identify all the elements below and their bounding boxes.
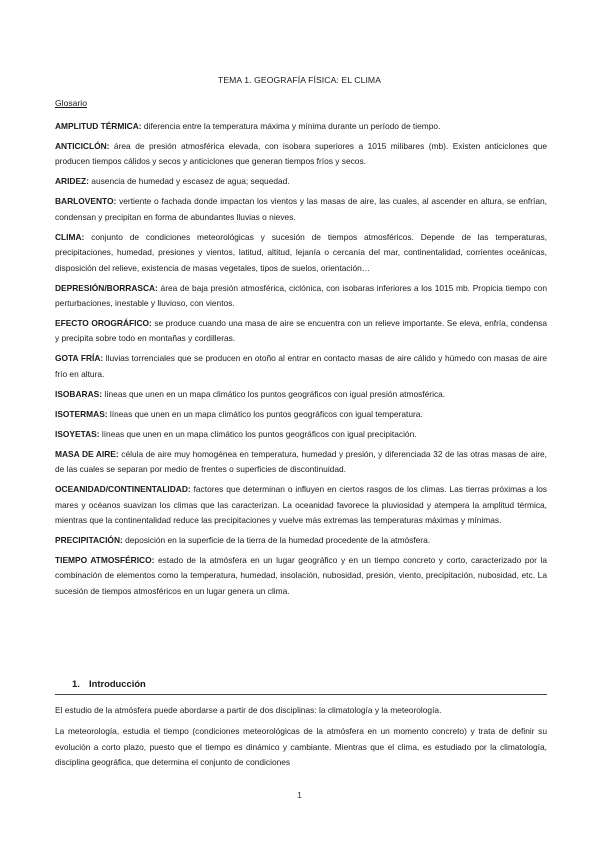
glossary-definition: conjunto de condiciones meteorológicas y sucesión de tiempos atmosféricos. Depende de las temperaturas, precipitaciones, humedad, presiones y vientos, latitud, altitud, lejanía o cercanía del mar, continentalidad, corrientes oceánicas, disposición del relieve, existencia de masas vegetales, tipos de suelos, orientación…	[55, 231, 547, 273]
glossary-entry-precipitacion	[55, 533, 547, 548]
glossary-term: ARIDEZ:	[55, 176, 89, 187]
glossary-entry-oceanidad-continentalidad	[55, 482, 547, 528]
glossary-definition: líneas que unen en un mapa climático los puntos geográficos con igual temperatura.	[107, 408, 423, 419]
body-paragraph: El estudio de la atmósfera puede abordarse a partir de dos disciplinas: la climatología y la meteorología.	[55, 705, 442, 715]
glossary-entry-efecto-orografico	[55, 316, 547, 347]
section-divider	[55, 694, 547, 695]
glossary-definition: área de baja presión atmosférica, ciclónica, con isobaras inferiores a los 1015 mb. Propicia tiempo con perturbaciones, inestable y lluvioso, con vientos.	[55, 282, 547, 309]
document-title: TEMA 1. GEOGRAFÍA FÍSICA: EL CLIMA	[217, 75, 382, 85]
glossary-term: TIEMPO ATMOSFÉRICO:	[55, 555, 155, 566]
glossary-term: OCEANIDAD/CONTINENTALIDAD:	[55, 484, 191, 495]
glossary-term: ISOTERMAS:	[55, 408, 108, 419]
glossary-term: ANTICICLÓN:	[55, 141, 110, 151]
glossary-definition: área de presión atmosférica elevada, con isobara superiores a 1015 milibares (mb). Existen anticiclones que producen tiempos cálidos y secos y anticiclones que generan tiempos fríos y secos.	[55, 141, 547, 167]
glossary-definition: líneas que unen en un mapa climático los puntos geográficos con igual precipitación.	[99, 428, 417, 439]
glossary-entry-isobaras	[55, 387, 547, 402]
glossary-entry-aridez	[55, 174, 547, 189]
glossary-entry-gota-fria	[55, 351, 547, 382]
section-heading-introduccion	[72, 678, 146, 689]
body-paragraph: La meteorología, estudia el tiempo (condiciones meteorológicas de la atmósfera en un momento concreto) y trata de definir su evolución a corto plazo, puesto que el tiempo es dinámico y cambiante. Mientras que el clima, es estudiado por la climatología, disciplina geográfica, que determina el conjunto de condiciones	[55, 726, 547, 768]
glossary-entry-barlovento	[55, 194, 547, 225]
glossary-definition: se produce cuando una masa de aire se encuentra con un relieve importante. Se eleva, enfría, condensa y precipita sobre todo en montañas y cordilleras.	[55, 318, 547, 344]
glossary-definition: ausencia de humedad y escasez de agua; sequedad.	[88, 176, 290, 187]
glossary-list	[55, 119, 547, 604]
glossary-definition: deposición en la superficie de la tierra de la humedad procedente de la atmósfera.	[122, 535, 431, 546]
glossary-term: DEPRESIÓN/BORRASCA:	[55, 282, 158, 293]
glossary-definition: vertiente o fachada donde impactan los vientos y las masas de aire, las cuales, al ascender en altura, se enfrían, condensan y precipitan en forma de abundantes lluvias o nieves.	[55, 196, 547, 222]
glossary-definition: célula de aire muy homogénea en temperatura, humedad y presión, y diferenciada 32 de las otras masas de aire, de las cuales se separan por medio de frentes o superficies de discontinuidad.	[55, 448, 548, 475]
glossary-term: AMPLITUD TÉRMICA:	[55, 121, 142, 131]
glossary-entry-depresion-borrasca	[55, 281, 547, 312]
glossary-term: ISOYETAS:	[55, 428, 100, 439]
glossary-entry-anticiclon	[55, 139, 547, 170]
glossary-term: PRECIPITACIÓN:	[55, 535, 123, 546]
glossary-term: ISOBARAS:	[55, 388, 102, 399]
glossary-term: CLIMA:	[55, 231, 85, 242]
glossary-definition: lluvias torrenciales que se producen en otoño al entrar en contacto masas de aire cálido y húmedo con masas de aire frío en altura.	[55, 353, 547, 379]
glossary-definition: estado de la atmósfera en un lugar geográfico y en un tiempo concreto y corto, caracterizado por la combinación de elementos como la temperatura, humedad, insolación, nubosidad, presión, viento, precipitación, nubosidad, etc. La sucesión de tiempos atmosféricos en un lugar genera un clima.	[55, 555, 548, 596]
glossary-term: MASA DE AIRE:	[55, 448, 119, 459]
glossary-definition: diferencia entre la temperatura máxima y mínima durante un período de tiempo.	[141, 121, 441, 131]
glossary-term: GOTA FRÍA:	[55, 353, 104, 364]
section-number: 1.	[72, 678, 80, 689]
glossary-entry-masa-de-aire	[55, 447, 547, 478]
introduction-body	[55, 703, 547, 777]
glossary-term: BARLOVENTO:	[55, 196, 117, 207]
section-title: Introducción	[89, 678, 146, 689]
glossary-entry-tiempo-atmosferico	[55, 553, 547, 599]
glossary-entry-clima	[55, 230, 547, 276]
glossary-definition: factores que determinan o influyen en ciertos rasgos de los climas. Las tierras próximas a los mares y océanos suavizan los climas que las caracterizan. La oceanidad favorece la pluviosidad y atempera la amplitud térmica, mientras que la continentalidad reduce las precipitaciones y vuelve más extremas las temperaturas máximas y mínimas.	[55, 484, 547, 526]
glossary-entry-amplitud-termica	[55, 119, 547, 134]
glossary-term: EFECTO OROGRÁFICO:	[55, 318, 152, 329]
glossary-heading: Glosario	[55, 98, 87, 108]
page-number: 1	[297, 790, 302, 800]
glossary-entry-isotermas	[55, 407, 547, 422]
glossary-definition: líneas que unen en un mapa climático los puntos geográficos con igual presión atmosférica.	[102, 388, 446, 399]
glossary-entry-isoyetas	[55, 427, 547, 442]
